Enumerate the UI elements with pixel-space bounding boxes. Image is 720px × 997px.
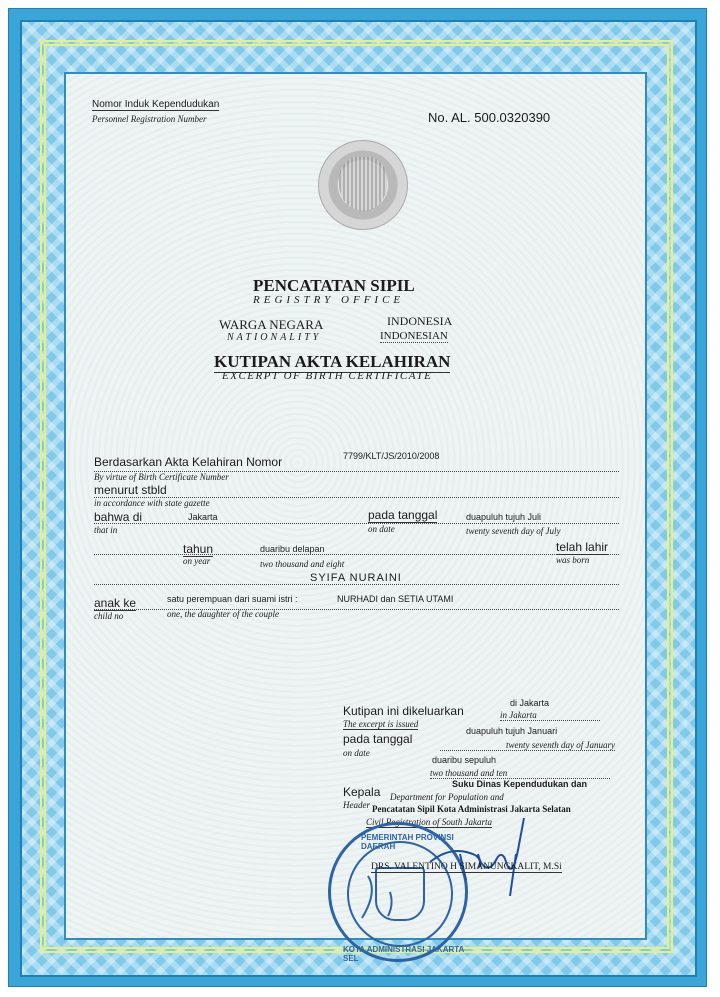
nationality-value-en: INDONESIAN bbox=[380, 330, 448, 342]
child-desc: satu perempuan dari suami istri : bbox=[167, 594, 298, 604]
nationality-label-en: NATIONALITY bbox=[227, 332, 322, 343]
issued-place-en: in Jakarta bbox=[500, 710, 600, 721]
gazette-label-en: in accordance with state gazette bbox=[94, 498, 210, 508]
nationality-label: WARGA NEGARA bbox=[219, 317, 324, 332]
date-label-en: on date bbox=[368, 524, 395, 534]
parents-names: NURHADI dan SETIA UTAMI bbox=[337, 594, 454, 604]
place-label-en: that in bbox=[94, 525, 118, 535]
office-line-2: Pencatatan Sipil Kota Administrasi Jakarta Selatan bbox=[372, 804, 571, 814]
document-title: KUTIPAN AKTA KELAHIRAN bbox=[214, 352, 451, 371]
garuda-seal-icon bbox=[318, 140, 408, 230]
year-label-en: on year bbox=[183, 556, 211, 566]
issued-year-en: two thousand and ten bbox=[430, 768, 610, 779]
child-label: anak ke bbox=[94, 596, 137, 610]
place-value: Jakarta bbox=[188, 512, 218, 522]
year-value: duaribu delapan bbox=[260, 544, 325, 554]
issued-date-label-en: on date bbox=[343, 748, 370, 758]
stamp-top-text: PEMERINTAH PROVINSI DAERAH bbox=[361, 833, 454, 851]
issued-label: Kutipan ini dikeluarkan bbox=[343, 704, 464, 718]
issued-day-en: twenty seventh day of January bbox=[440, 740, 615, 751]
document-title-en: EXCERPT OF BIRTH CERTIFICATE bbox=[222, 370, 433, 382]
nationality-value: INDONESIA bbox=[387, 314, 453, 328]
issued-date-label: pada tanggal bbox=[343, 732, 413, 746]
place-label: bahwa di bbox=[94, 510, 143, 524]
born-label-en: was born bbox=[556, 555, 590, 565]
signature-icon bbox=[420, 810, 530, 900]
date-label: pada tanggal bbox=[368, 508, 438, 522]
registration-label: Nomor Induk Kependudukan bbox=[92, 99, 220, 110]
issued-day: duapuluh tujuh Januari bbox=[466, 726, 558, 736]
date-value: duapuluh tujuh Juli bbox=[466, 512, 542, 522]
registry-title: PENCATATAN SIPIL bbox=[253, 276, 415, 295]
born-label: telah lahir bbox=[556, 540, 609, 554]
gazette-line bbox=[94, 483, 619, 498]
issued-year: duaribu sepuluh bbox=[432, 755, 497, 765]
office-line-1-en: Department for Population and bbox=[390, 792, 504, 802]
date-value-en: twenty seventh day of July bbox=[466, 526, 561, 536]
serial-number: No. AL. 500.0320390 bbox=[428, 110, 551, 125]
child-label-en: child no bbox=[94, 611, 124, 621]
head-label-en: Header bbox=[343, 800, 370, 810]
issued-place: di Jakarta bbox=[510, 698, 550, 708]
year-label: tahun bbox=[183, 542, 214, 556]
basis-label: Berdasarkan Akta Kelahiran Nomor bbox=[94, 455, 283, 469]
office-line-1: Suku Dinas Kependudukan dan bbox=[452, 779, 588, 789]
child-desc-en: one, the daughter of the couple bbox=[167, 609, 279, 619]
year-line bbox=[94, 540, 619, 555]
office-line-2-en: Civil Registration of South Jakarta bbox=[366, 817, 492, 827]
registration-label-en: Personnel Registration Number bbox=[92, 114, 207, 124]
basis-label-en: By virtue of Birth Certificate Number bbox=[94, 472, 229, 482]
year-value-en: two thousand and eight bbox=[260, 559, 345, 569]
issued-label-en: The excerpt is issued bbox=[343, 719, 419, 729]
head-label: Kepala bbox=[343, 785, 381, 799]
basis-value: 7799/KLT/JS/2010/2008 bbox=[343, 451, 440, 461]
child-name: SYIFA NURAINI bbox=[310, 572, 402, 584]
gazette-label: menurut stbld bbox=[94, 483, 167, 497]
official-name: DRS. VALENTINO H SIMANUNGKALIT, M.Si bbox=[371, 862, 562, 872]
registry-title-en: REGISTRY OFFICE bbox=[253, 294, 405, 306]
stamp-bottom-text: KOTA ADMINISTRASI JAKARTA SEL bbox=[343, 945, 465, 963]
